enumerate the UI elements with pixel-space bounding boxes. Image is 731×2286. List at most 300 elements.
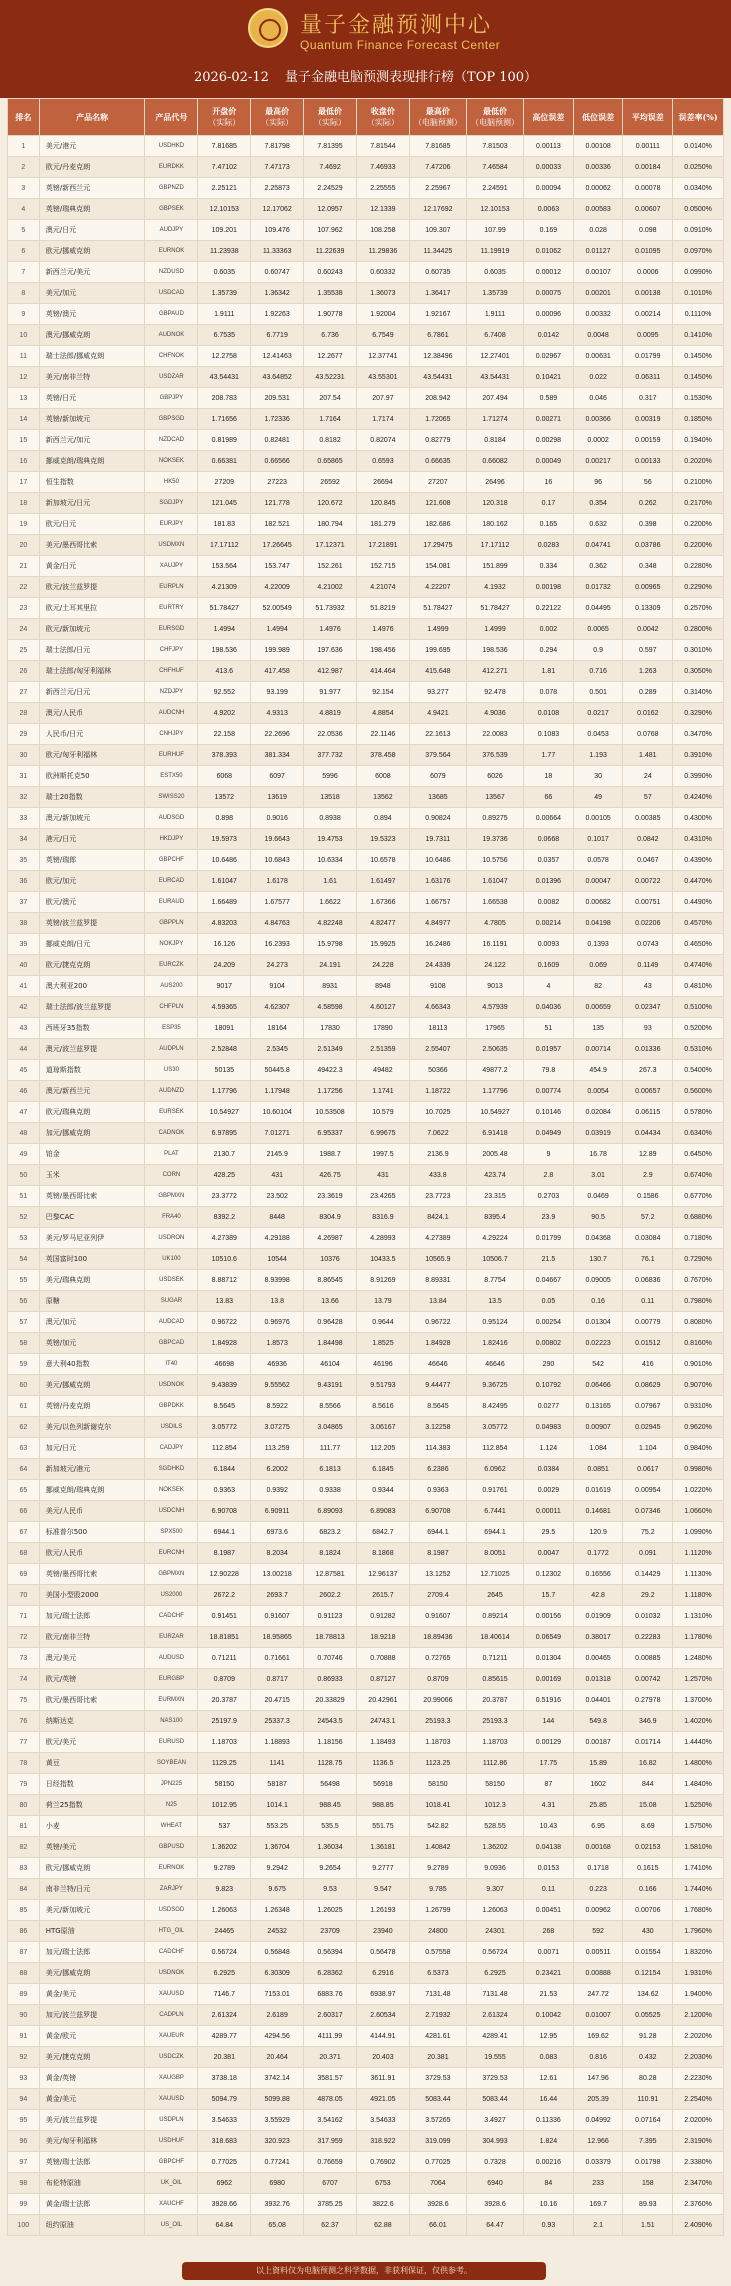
table-cell: 24800 — [409, 1921, 466, 1942]
table-cell: EURPLN — [145, 577, 198, 598]
table-cell: 4.31 — [524, 1795, 574, 1816]
table-cell: 112.854 — [466, 1438, 523, 1459]
table-cell: 120.318 — [466, 493, 523, 514]
table-cell: 542 — [573, 1354, 623, 1375]
table-cell: 17830 — [304, 1018, 357, 1039]
table-cell: 0.02084 — [573, 1102, 623, 1123]
table-cell: 0.81989 — [198, 430, 251, 451]
table-cell: 27 — [8, 682, 40, 703]
table-cell: 6.736 — [304, 325, 357, 346]
table-cell: 0.89214 — [466, 1606, 523, 1627]
table-cell: 56918 — [356, 1774, 409, 1795]
table-cell: 24 — [8, 619, 40, 640]
table-cell: 0.1718 — [573, 1858, 623, 1879]
table-cell: 11.34425 — [409, 241, 466, 262]
table-cell: EURUSD — [145, 1732, 198, 1753]
table-cell: 1.17796 — [466, 1081, 523, 1102]
table-cell: 120.9 — [573, 1522, 623, 1543]
table-cell: 10.16 — [524, 2194, 574, 2215]
table-cell: 0.1110% — [673, 304, 724, 325]
table-cell: 美国小型股2000 — [39, 1585, 145, 1606]
table-cell: 16.1191 — [466, 934, 523, 955]
table-cell: 46104 — [304, 1354, 357, 1375]
table-cell: 3.54162 — [304, 2110, 357, 2131]
table-cell: 4.9036 — [466, 703, 523, 724]
table-cell: 42.8 — [573, 1585, 623, 1606]
table-cell: 0.10146 — [524, 1102, 574, 1123]
table-row — [8, 745, 724, 766]
table-cell: 1.18703 — [466, 1732, 523, 1753]
table-cell: 1.084 — [573, 1438, 623, 1459]
table-cell: 1.72336 — [251, 409, 304, 430]
table-cell: 英镑/瑞郎 — [39, 850, 145, 871]
table-row — [8, 1459, 724, 1480]
table-cell: 0.04368 — [573, 1228, 623, 1249]
table-cell: 43 — [623, 976, 673, 997]
table-cell: 原糖 — [39, 1291, 145, 1312]
table-cell: 57 — [623, 787, 673, 808]
table-row — [8, 1249, 724, 1270]
table-cell: 0.01799 — [524, 1228, 574, 1249]
table-row — [8, 1648, 724, 1669]
table-cell: 6.90708 — [409, 1501, 466, 1522]
table-cell: 3742.14 — [251, 2068, 304, 2089]
table-cell: 0.00254 — [524, 1312, 574, 1333]
table-cell: 0.334 — [524, 556, 574, 577]
table-cell: 55 — [8, 1270, 40, 1291]
table-cell: 4.9313 — [251, 703, 304, 724]
table-cell: 瑞士法郎/波兰兹罗提 — [39, 997, 145, 1018]
table-cell: 0.00214 — [623, 304, 673, 325]
table-cell: 欧元/英镑 — [39, 1669, 145, 1690]
table-cell: 7.81685 — [198, 136, 251, 157]
table-cell: UK_OIL — [145, 2173, 198, 2194]
table-cell: 0.00113 — [524, 136, 574, 157]
table-cell: 0.04036 — [524, 997, 574, 1018]
table-cell: 0.82779 — [409, 430, 466, 451]
table-cell: 8304.9 — [304, 1207, 357, 1228]
table-cell: 0.00129 — [524, 1732, 574, 1753]
table-cell: 24.228 — [356, 955, 409, 976]
table-cell: 12.27401 — [466, 346, 523, 367]
table-cell: 0.3910% — [673, 745, 724, 766]
table-cell: 0.16556 — [573, 1564, 623, 1585]
table-cell: 5083.44 — [409, 2089, 466, 2110]
table-cell: 0.1010% — [673, 283, 724, 304]
table-cell: 152.715 — [356, 556, 409, 577]
table-cell: 0.0469 — [573, 1186, 623, 1207]
table-cell: 9017 — [198, 976, 251, 997]
table-cell: 6.28362 — [304, 1963, 357, 1984]
table-row — [8, 2173, 724, 2194]
table-row — [8, 1438, 724, 1459]
table-row — [8, 976, 724, 997]
table-cell: CADCHF — [145, 1606, 198, 1627]
table-cell: 0.89275 — [466, 808, 523, 829]
table-cell: 加元/波兰兹罗提 — [39, 2005, 145, 2026]
table-cell: 挪威克朗/瑞典克朗 — [39, 1480, 145, 1501]
table-cell: 40 — [8, 955, 40, 976]
table-cell: 88 — [8, 1963, 40, 1984]
table-cell: 0.262 — [623, 493, 673, 514]
table-cell: 0.00105 — [573, 808, 623, 829]
table-cell: IT40 — [145, 1354, 198, 1375]
table-row — [8, 2047, 724, 2068]
table-cell: NAS100 — [145, 1711, 198, 1732]
table-cell: 5 — [8, 220, 40, 241]
table-cell: 4 — [524, 976, 574, 997]
table-row — [8, 1501, 724, 1522]
table-cell: 26 — [8, 661, 40, 682]
table-cell: 412.987 — [304, 661, 357, 682]
table-cell: 6.1845 — [356, 1459, 409, 1480]
table-cell: 96 — [573, 472, 623, 493]
table-cell: 43.52231 — [304, 367, 357, 388]
table-cell: 1123.25 — [409, 1753, 466, 1774]
table-cell: 1.193 — [573, 745, 623, 766]
table-cell: 41 — [8, 976, 40, 997]
table-cell: 20.42961 — [356, 1690, 409, 1711]
table-cell: 0.01095 — [623, 241, 673, 262]
table-cell: 6026 — [466, 766, 523, 787]
table-cell: 0.022 — [573, 367, 623, 388]
table-cell: 9.547 — [356, 1879, 409, 1900]
table-cell: 0.0054 — [573, 1081, 623, 1102]
table-cell: 2.52848 — [198, 1039, 251, 1060]
table-row — [8, 2131, 724, 2152]
table-cell: 0.91123 — [304, 1606, 357, 1627]
table-cell: 0.354 — [573, 493, 623, 514]
table-cell: 8.93998 — [251, 1270, 304, 1291]
table-cell: 18164 — [251, 1018, 304, 1039]
table-cell: 澳元/新西兰元 — [39, 1081, 145, 1102]
table-cell: 0.01732 — [573, 577, 623, 598]
table-cell: XAUEUR — [145, 2026, 198, 2047]
table-cell: 49 — [573, 787, 623, 808]
table-cell: 158 — [623, 2173, 673, 2194]
table-cell: 83 — [8, 1858, 40, 1879]
table-cell: 4878.05 — [304, 2089, 357, 2110]
table-cell: 0.16 — [573, 1291, 623, 1312]
table-cell: 16.2393 — [251, 934, 304, 955]
table-cell: 3.54633 — [356, 2110, 409, 2131]
table-cell: 67 — [8, 1522, 40, 1543]
table-cell: 51.73932 — [304, 598, 357, 619]
table-cell: 0.86933 — [304, 1669, 357, 1690]
table-row — [8, 1039, 724, 1060]
table-cell: 48 — [8, 1123, 40, 1144]
table-cell: AUDCAD — [145, 1312, 198, 1333]
table-cell: 1.6178 — [251, 871, 304, 892]
table-cell: CADPLN — [145, 2005, 198, 2026]
table-cell: 0.07346 — [623, 1501, 673, 1522]
table-cell: 112.205 — [356, 1438, 409, 1459]
table-cell: 69 — [8, 1564, 40, 1585]
table-cell: 80 — [8, 1795, 40, 1816]
table-cell: 121.608 — [409, 493, 466, 514]
table-cell: 8.0051 — [466, 1543, 523, 1564]
table-cell: 0.046 — [573, 388, 623, 409]
table-cell: 9108 — [409, 976, 466, 997]
table-cell: 26694 — [356, 472, 409, 493]
table-cell: 10.6578 — [356, 850, 409, 871]
table-cell: 6944.1 — [466, 1522, 523, 1543]
table-cell: 0.00607 — [623, 199, 673, 220]
table-row — [8, 661, 724, 682]
table-cell: USDCAD — [145, 283, 198, 304]
table-cell: 10.43 — [524, 1816, 574, 1837]
table-cell: USDZAR — [145, 367, 198, 388]
table-cell: 11.19919 — [466, 241, 523, 262]
table-cell: 1.2480% — [673, 1648, 724, 1669]
table-cell: 199.695 — [409, 640, 466, 661]
table-row — [8, 199, 724, 220]
table-row — [8, 1669, 724, 1690]
table-row — [8, 178, 724, 199]
col-code: 产品代号 — [145, 99, 198, 136]
table-cell: 0.1450% — [673, 346, 724, 367]
table-cell: 109.307 — [409, 220, 466, 241]
table-cell: 0.166 — [623, 1879, 673, 1900]
table-cell: 0.816 — [573, 2047, 623, 2068]
table-cell: 6008 — [356, 766, 409, 787]
table-cell: 14 — [8, 409, 40, 430]
table-cell: 181.279 — [356, 514, 409, 535]
table-row — [8, 430, 724, 451]
table-cell: 8.86545 — [304, 1270, 357, 1291]
table-cell: 6.7719 — [251, 325, 304, 346]
table-row — [8, 703, 724, 724]
table-cell: 英镑/丹麦克朗 — [39, 1396, 145, 1417]
table-cell: 加元/日元 — [39, 1438, 145, 1459]
table-cell: 9 — [8, 304, 40, 325]
table-cell: US2000 — [145, 1585, 198, 1606]
table-cell: 0.01909 — [573, 1606, 623, 1627]
table-cell: 0.9016 — [251, 808, 304, 829]
table-cell: 0.04992 — [573, 2110, 623, 2131]
table-cell: 4.62307 — [251, 997, 304, 1018]
table-cell: 0.0453 — [573, 724, 623, 745]
table-cell: 113.259 — [251, 1438, 304, 1459]
table-cell: 2672.2 — [198, 1585, 251, 1606]
table-cell: 1.1180% — [673, 1585, 724, 1606]
table-cell: 151.899 — [466, 556, 523, 577]
table-cell: 0.71661 — [251, 1648, 304, 1669]
table-cell: 8.5922 — [251, 1396, 304, 1417]
table-cell: 0.66566 — [251, 451, 304, 472]
table-cell: 0.0063 — [524, 199, 574, 220]
table-row — [8, 1690, 724, 1711]
table-cell: 2.2230% — [673, 2068, 724, 2089]
table-row — [8, 1795, 724, 1816]
table-cell: 1.63176 — [409, 871, 466, 892]
table-cell: 4.29188 — [251, 1228, 304, 1249]
table-cell: 0.0277 — [524, 1396, 574, 1417]
table-cell: 208.783 — [198, 388, 251, 409]
table-cell: 标准普尔500 — [39, 1522, 145, 1543]
table-cell: 0.165 — [524, 514, 574, 535]
table-cell: 0.098 — [623, 220, 673, 241]
table-cell: 0.10421 — [524, 367, 574, 388]
table-cell: 道琼斯指数 — [39, 1060, 145, 1081]
table-cell: 8.5645 — [198, 1396, 251, 1417]
table-cell: 0.289 — [623, 682, 673, 703]
table-cell: EURNOK — [145, 1858, 198, 1879]
table-cell: 3581.57 — [304, 2068, 357, 2089]
table-cell: 瑞士20指数 — [39, 787, 145, 808]
table-cell: 0.028 — [573, 220, 623, 241]
table-cell: 0.0768 — [623, 724, 673, 745]
table-cell: 0.00062 — [573, 178, 623, 199]
table-cell: GBPMXN — [145, 1564, 198, 1585]
table-cell: 2.2030% — [673, 2047, 724, 2068]
table-cell: 0.11336 — [524, 2110, 574, 2131]
table-cell: 4.82477 — [356, 913, 409, 934]
table-cell: 1.18722 — [409, 1081, 466, 1102]
table-cell: 22.158 — [198, 724, 251, 745]
table-cell: 南非兰特/日元 — [39, 1879, 145, 1900]
table-cell: 7.81503 — [466, 136, 523, 157]
table-cell: 430 — [623, 1921, 673, 1942]
table-cell: 铂金 — [39, 1144, 145, 1165]
table-cell: 2.60317 — [304, 2005, 357, 2026]
table-cell: 25 — [8, 640, 40, 661]
table-row — [8, 850, 724, 871]
table-cell: 20.381 — [409, 2047, 466, 2068]
table-row — [8, 1858, 724, 1879]
table-cell: 0.2800% — [673, 619, 724, 640]
table-row — [8, 1711, 724, 1732]
table-cell: 0.00108 — [573, 136, 623, 157]
table-cell: 46646 — [409, 1354, 466, 1375]
table-cell: 1.4800% — [673, 1753, 724, 1774]
table-row — [8, 892, 724, 913]
table-cell: 1.9400% — [673, 1984, 724, 2005]
table-cell: AUDPLN — [145, 1039, 198, 1060]
table-cell: 1.4994 — [251, 619, 304, 640]
table-cell: 209.531 — [251, 388, 304, 409]
table-cell: 美元/罗马尼亚列伊 — [39, 1228, 145, 1249]
table-cell: 6.89083 — [356, 1501, 409, 1522]
table-cell: 8948 — [356, 976, 409, 997]
table-cell: 376.539 — [466, 745, 523, 766]
table-cell: 0.1017 — [573, 829, 623, 850]
table-cell: 268 — [524, 1921, 574, 1942]
table-row — [8, 346, 724, 367]
table-cell: 1.17256 — [304, 1081, 357, 1102]
table-cell: 9.36725 — [466, 1375, 523, 1396]
table-cell: 4144.91 — [356, 2026, 409, 2047]
table-cell: 0.04434 — [623, 1123, 673, 1144]
table-cell: 美元/南非兰特 — [39, 367, 145, 388]
table-cell: 美元/瑞典克朗 — [39, 1270, 145, 1291]
table-cell: 56498 — [304, 1774, 357, 1795]
table-cell: ESTX50 — [145, 766, 198, 787]
table-cell: 7153.01 — [251, 1984, 304, 2005]
table-cell: 46196 — [356, 1354, 409, 1375]
table-cell: 207.54 — [304, 388, 357, 409]
table-cell: 23.9 — [524, 1207, 574, 1228]
table-cell: NZDJPY — [145, 682, 198, 703]
table-cell: 英镑/墨西哥比索 — [39, 1564, 145, 1585]
table-cell: 77 — [8, 1732, 40, 1753]
table-cell: 62 — [8, 1417, 40, 1438]
table-cell: 130.7 — [573, 1249, 623, 1270]
table-cell: 美元/人民币 — [39, 1501, 145, 1522]
table-cell: 0.501 — [573, 682, 623, 703]
table-cell: GBPCHF — [145, 850, 198, 871]
table-cell: 0.07967 — [623, 1396, 673, 1417]
table-cell: EURZAR — [145, 1627, 198, 1648]
table-cell: 0.08629 — [623, 1375, 673, 1396]
table-cell: 592 — [573, 1921, 623, 1942]
table-cell: 0.0217 — [573, 703, 623, 724]
table-cell: 纽约原油 — [39, 2215, 145, 2236]
table-cell: 新西兰元/日元 — [39, 682, 145, 703]
table-cell: 0.4650% — [673, 934, 724, 955]
table-cell: 小麦 — [39, 1816, 145, 1837]
table-cell: 3.05772 — [198, 1417, 251, 1438]
table-cell: 港元/日元 — [39, 829, 145, 850]
table-cell: 180.162 — [466, 514, 523, 535]
table-cell: 1.35739 — [466, 283, 523, 304]
table-cell: 17.17112 — [198, 535, 251, 556]
table-cell: 2.55407 — [409, 1039, 466, 1060]
table-cell: 0.0384 — [524, 1459, 574, 1480]
table-cell: 0.8938 — [304, 808, 357, 829]
table-cell: 新西兰元/美元 — [39, 262, 145, 283]
table-row — [8, 1165, 724, 1186]
table-cell: 美元/挪威克朗 — [39, 1963, 145, 1984]
table-cell: 247.72 — [573, 1984, 623, 2005]
table-cell: 16.126 — [198, 934, 251, 955]
table-cell: 8931 — [304, 976, 357, 997]
table-cell: 1.1310% — [673, 1606, 724, 1627]
table-cell: 0.00779 — [623, 1312, 673, 1333]
table-cell: 8424.1 — [409, 1207, 466, 1228]
table-cell: 1.7164 — [304, 409, 357, 430]
table-cell: 0.3050% — [673, 661, 724, 682]
table-cell: 4289.41 — [466, 2026, 523, 2047]
table-cell: 1.18156 — [304, 1732, 357, 1753]
col-rank: 排名 — [8, 99, 40, 136]
table-cell: JPN225 — [145, 1774, 198, 1795]
table-cell: 0.0082 — [524, 892, 574, 913]
table-cell: 197.636 — [304, 640, 357, 661]
table-cell: 54 — [8, 1249, 40, 1270]
table-cell: 16.82 — [623, 1753, 673, 1774]
table-cell: 0.0970% — [673, 241, 724, 262]
table-cell: 4.83203 — [198, 913, 251, 934]
table-row — [8, 1060, 724, 1081]
ranking-table — [7, 98, 724, 2236]
table-cell: 23709 — [304, 1921, 357, 1942]
table-cell: 12.37741 — [356, 346, 409, 367]
table-cell: 15.9798 — [304, 934, 357, 955]
table-cell: 18091 — [198, 1018, 251, 1039]
table-cell: 12.966 — [573, 2131, 623, 2152]
table-cell: 58187 — [251, 1774, 304, 1795]
table-row — [8, 1018, 724, 1039]
table-cell: 51.78427 — [198, 598, 251, 619]
table-cell: 318.683 — [198, 2131, 251, 2152]
table-cell: 64 — [8, 1459, 40, 1480]
table-cell: EURHUF — [145, 745, 198, 766]
table-cell: 0.87127 — [356, 1669, 409, 1690]
table-cell: 0.0065 — [573, 619, 623, 640]
table-cell: 0.00298 — [524, 430, 574, 451]
table-cell: 10.53508 — [304, 1102, 357, 1123]
